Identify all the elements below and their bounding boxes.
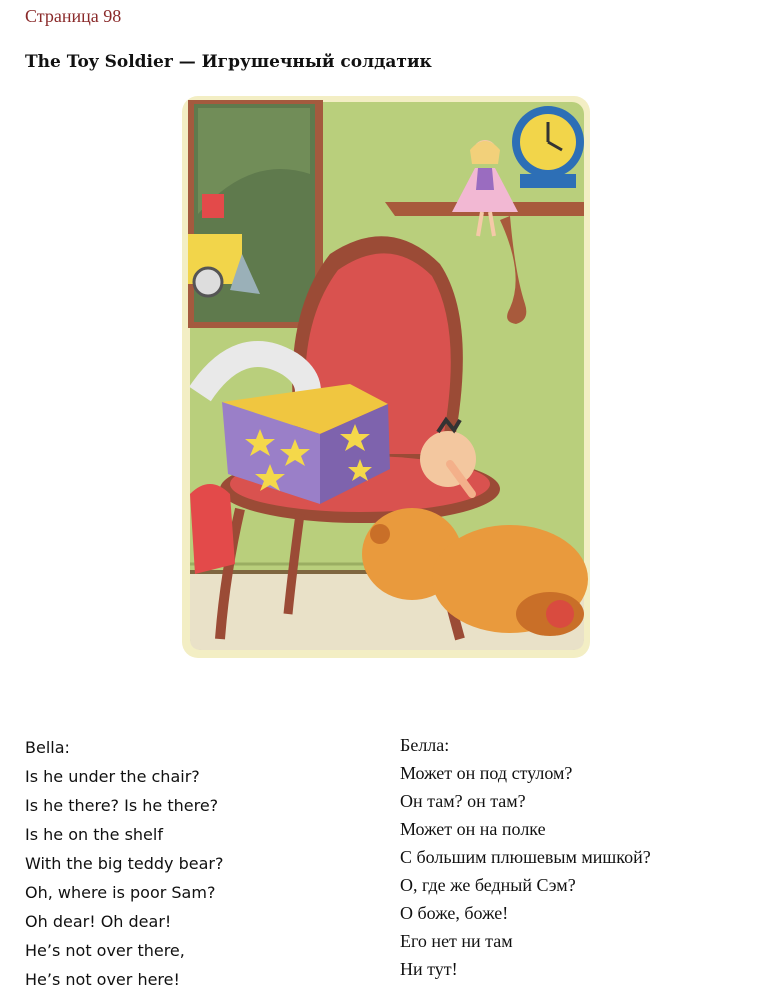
russian-line: О, где же бедный Сэм?: [400, 875, 576, 895]
page-title: The Toy Soldier — Игрушечный солдатик: [25, 52, 432, 72]
english-line: Is he there? Is he there?: [25, 796, 219, 815]
russian-line: Может он на полке: [400, 819, 546, 839]
page-number: Страница 98: [25, 6, 122, 26]
russian-line: О боже, боже!: [400, 903, 509, 923]
clock-shape: [512, 106, 584, 188]
english-line: He’s not over there,: [25, 941, 185, 960]
english-line: Is he on the shelf: [25, 825, 163, 844]
english-line: Is he under the chair?: [25, 767, 200, 786]
red-toy-shape: [190, 484, 235, 574]
english-line: Oh dear! Oh dear!: [25, 912, 172, 931]
russian-line: Может он под стулом?: [400, 763, 573, 783]
english-text-column: [25, 733, 223, 994]
russian-text-column: [400, 731, 651, 983]
russian-line: Он там? он там?: [400, 791, 526, 811]
english-line: He’s not over here!: [25, 970, 180, 989]
english-line: Oh, where is poor Sam?: [25, 883, 216, 902]
toy-room-illustration: [180, 94, 592, 660]
russian-line: Ни тут!: [400, 959, 458, 979]
russian-line: Его нет ни там: [400, 931, 513, 951]
english-speaker: Bella:: [25, 738, 70, 757]
english-line: With the big teddy bear?: [25, 854, 224, 873]
russian-speaker: Белла:: [400, 735, 450, 755]
russian-line: С большим плюшевым мишкой?: [400, 847, 651, 867]
